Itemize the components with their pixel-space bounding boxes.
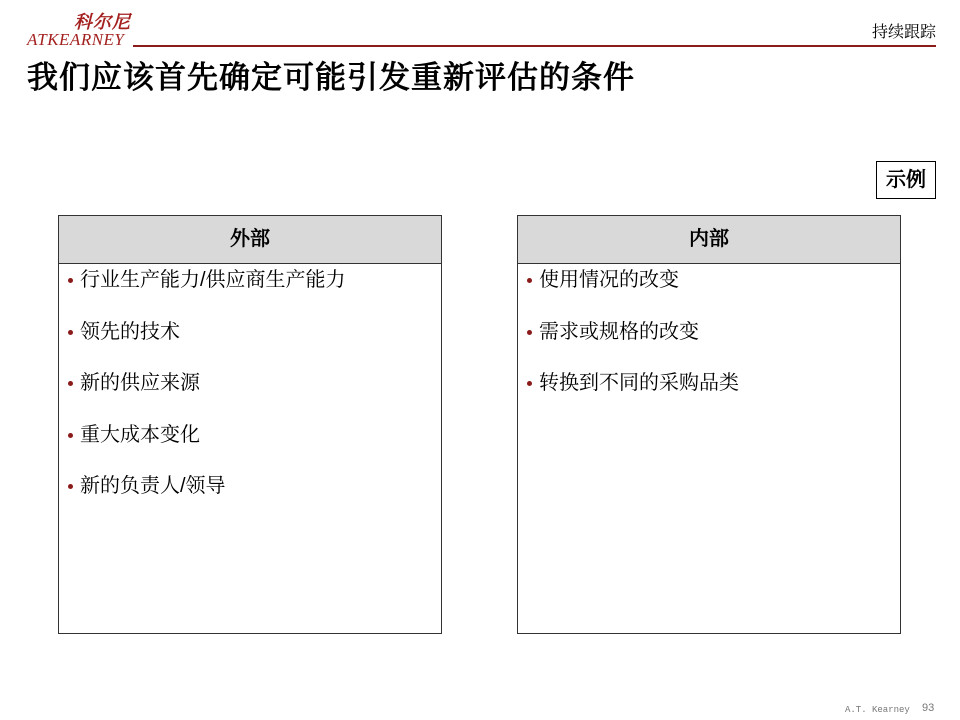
page-number: 93 (922, 702, 935, 714)
list-item-text: 使用情况的改变 (539, 269, 679, 291)
list-item (59, 270, 441, 322)
list-item (59, 373, 441, 425)
list-item (518, 270, 900, 322)
logo (0, 0, 140, 50)
panel-heading: 内部 (518, 216, 900, 264)
list-item-text: 行业生产能力/供应商生产能力 (80, 269, 346, 291)
bullet-icon (527, 330, 532, 335)
bullet-icon (527, 381, 532, 386)
logo-wordmark-cn: 科尔尼 (74, 12, 131, 32)
list-item-text: 新的负责人/领导 (80, 475, 226, 497)
section-tag: 持续跟踪 (871, 24, 936, 41)
footer-company: A.T. Kearney (845, 705, 910, 715)
logo-wordmark-en: ATKEARNEY (27, 30, 125, 49)
list-item-text: 转换到不同的采购品类 (539, 372, 739, 394)
external-list (59, 264, 441, 528)
example-badge: 示例 (876, 161, 936, 199)
list-item (518, 373, 900, 425)
header-rule (133, 45, 936, 47)
list-item-text: 重大成本变化 (80, 423, 200, 446)
list-item-text: 领先的技术 (80, 320, 180, 343)
external-panel (58, 215, 442, 634)
list-item (59, 322, 441, 374)
bullet-icon (68, 278, 73, 283)
list-item-text: 新的供应来源 (80, 372, 200, 394)
page-title: 我们应该首先确定可能引发重新评估的条件 (27, 60, 635, 95)
internal-list (518, 264, 900, 425)
panel-heading: 外部 (59, 216, 441, 264)
bullet-icon (68, 433, 73, 438)
internal-panel (517, 215, 901, 634)
list-item (59, 425, 441, 477)
bullet-icon (68, 330, 73, 335)
list-item (59, 476, 441, 528)
bullet-icon (527, 278, 532, 283)
list-item (518, 322, 900, 374)
list-item-text: 需求或规格的改变 (539, 320, 699, 343)
bullet-icon (68, 484, 73, 489)
bullet-icon (68, 381, 73, 386)
